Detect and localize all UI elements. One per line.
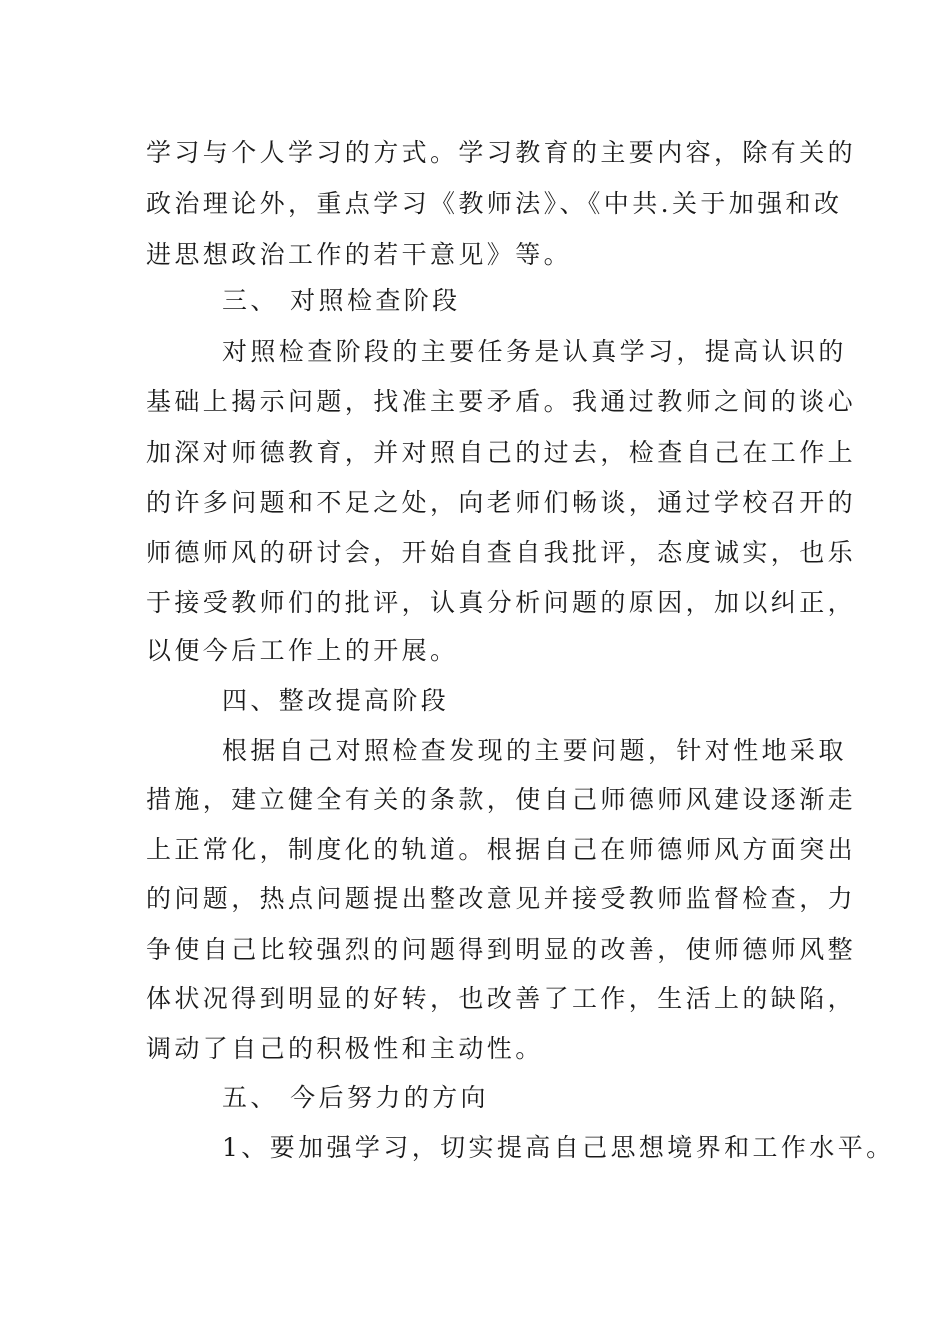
paragraph-line: 根据自己对照检查发现的主要问题，针对性地采取 [222,736,847,765]
paragraph-line: 于接受教师们的批评，认真分析问题的原因，加以纠正， [146,588,857,617]
paragraph-line: 体状况得到明显的好转，也改善了工作，生活上的缺陷， [146,984,857,1013]
paragraph-line: 加深对师德教育，并对照自己的过去，检查自己在工作上 [146,438,857,467]
paragraph-line: 争使自己比较强烈的问题得到明显的改善，使师德师风整 [146,935,857,964]
paragraph-line: 措施，建立健全有关的条款，使自己师德师风建设逐渐走 [146,785,857,814]
paragraph-line: 以便今后工作上的开展。 [146,636,459,665]
paragraph-line: 基础上揭示问题，找准主要矛盾。我通过教师之间的谈心 [146,387,857,416]
paragraph-line: 进思想政治工作的若干意见》等。 [146,240,573,269]
paragraph-line: 学习与个人学习的方式。学习教育的主要内容，除有关的 [146,138,857,167]
paragraph-line: 上正常化，制度化的轨道。根据自己在师德师风方面突出 [146,835,857,864]
section-heading: 五、 今后努力的方向 [222,1083,489,1112]
section-heading: 三、 对照检查阶段 [222,286,461,315]
paragraph-line: 政治理论外，重点学习《教师法》、《中共.关于加强和改 [146,189,843,218]
section-heading: 四、整改提高阶段 [222,686,450,715]
paragraph-line: 调动了自己的积极性和主动性。 [146,1034,544,1063]
paragraph-line: 的许多问题和不足之处，向老师们畅谈，通过学校召开的 [146,488,857,517]
paragraph-line: 1、要加强学习，切实提高自己思想境界和工作水平。 [222,1133,895,1162]
paragraph-line: 对照检查阶段的主要任务是认真学习，提高认识的 [222,337,847,366]
paragraph-line: 的问题，热点问题提出整改意见并接受教师监督检查，力 [146,884,857,913]
paragraph-line: 师德师风的研讨会，开始自查自我批评，态度诚实，也乐 [146,538,857,567]
